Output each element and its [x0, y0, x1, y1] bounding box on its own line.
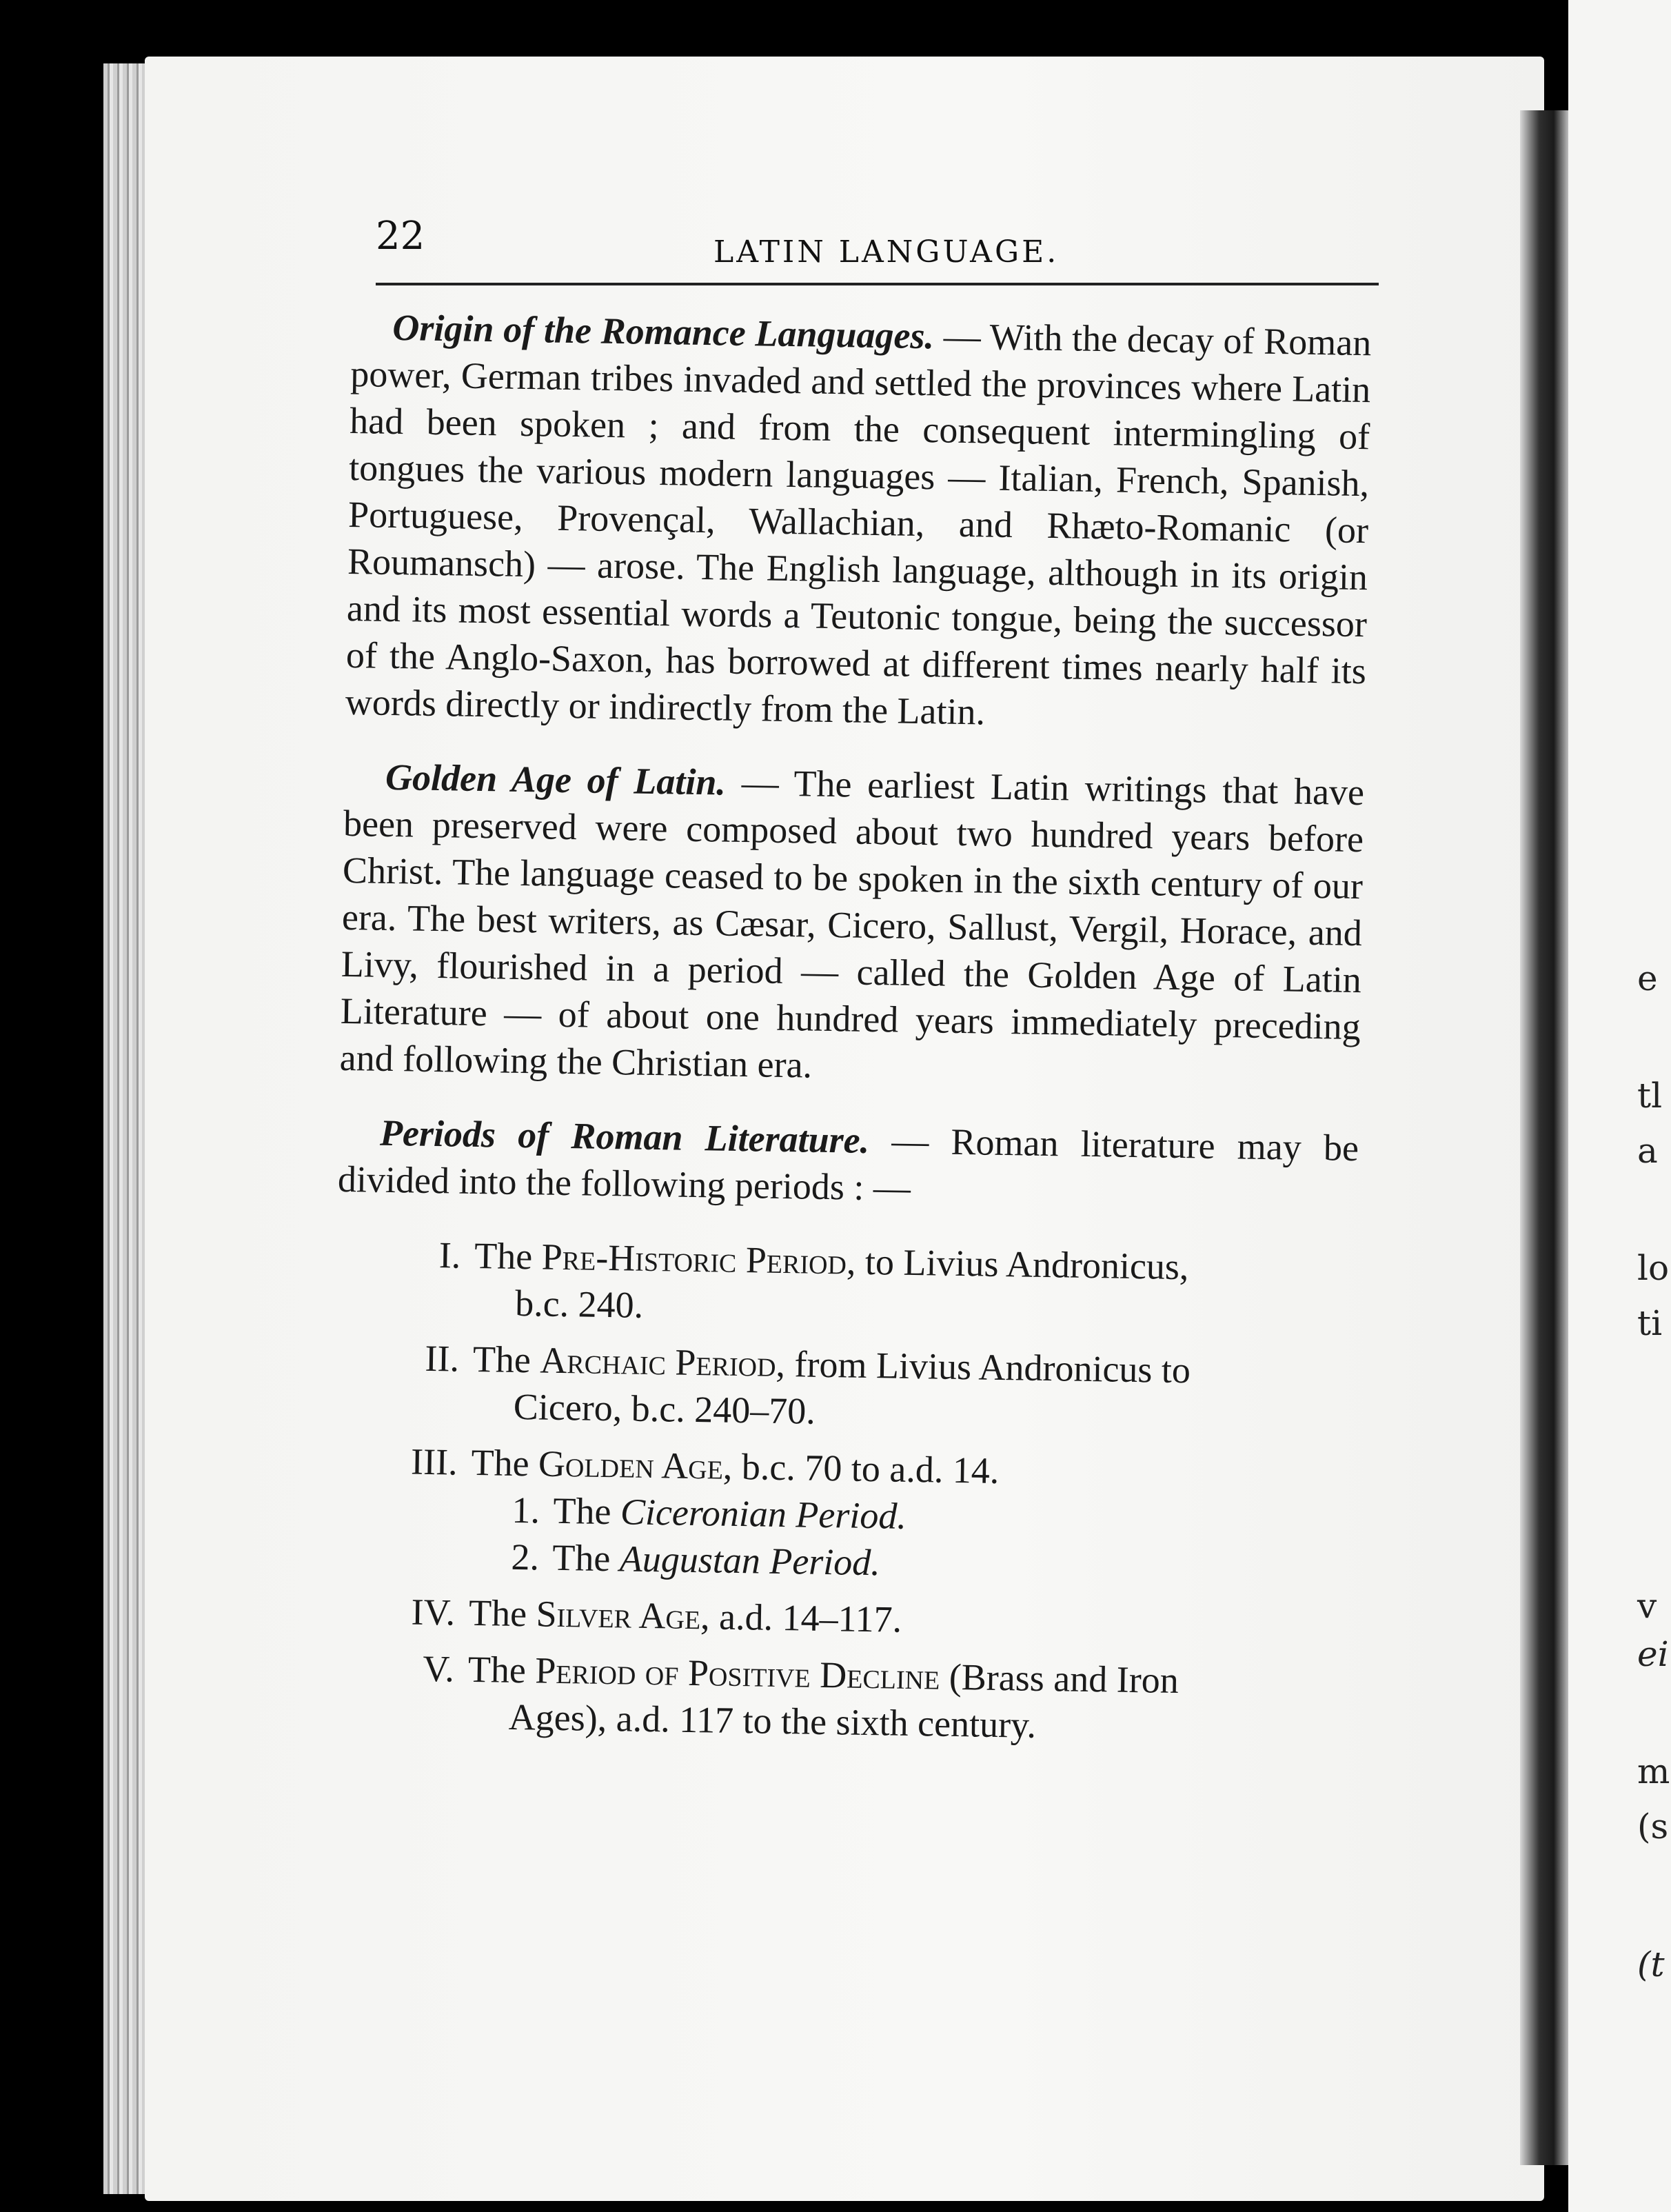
page-number: 22	[376, 214, 425, 259]
paragraph-origin	[345, 303, 1371, 741]
period-item	[332, 1437, 1354, 1593]
subperiod-number: 2.	[511, 1536, 540, 1578]
period-text: , a.d. 14–117.	[700, 1596, 902, 1640]
adjacent-fragment: e	[1637, 958, 1658, 998]
adjacent-fragment: ti	[1637, 1303, 1663, 1343]
adjacent-page	[1568, 0, 1671, 2212]
period-item	[334, 1334, 1355, 1443]
adjacent-fragment: tl	[1637, 1076, 1663, 1116]
paragraph-title: Periods of Roman Literature.	[379, 1112, 870, 1161]
period-text: The	[468, 1591, 537, 1635]
paragraph-text: — With the decay of Roman power, German tribes invaded and settled the provinces where Latin had been spoken ; and from the consequent intermingling of tongues the various modern languages — Italian, French, Spanish, Portuguese, Provençal, Wallachian, and Rhæto-Romanic (or Roumansch) — arose. The English language, although in its origin and its most essential words a Teutonic tongue, being the successor of the Anglo-Saxon, has borrowed at different times nearly half its words directly or indirectly from the Latin.	[345, 315, 1372, 733]
period-item	[336, 1230, 1357, 1340]
period-item	[331, 1587, 1352, 1650]
period-text: , b.c. 70 to a.d. 14.	[722, 1445, 1000, 1491]
paragraph-title: Origin of the Romance Languages.	[392, 306, 935, 357]
adjacent-fragment: a	[1637, 1131, 1658, 1171]
subperiod-number: 1.	[512, 1489, 540, 1531]
running-head: LATIN LANGUAGE.	[713, 234, 1060, 270]
gutter-shadow	[1520, 110, 1568, 2165]
header-rule	[376, 283, 1379, 285]
period-text: The	[467, 1648, 536, 1691]
adjacent-fragment: m	[1637, 1751, 1670, 1791]
subperiod-name: Ciceronian Period.	[620, 1491, 907, 1537]
paragraph-text: — Roman literature may be divided into the following periods : —	[337, 1120, 1359, 1209]
period-continuation: Cicero, b.c. 240–70.	[513, 1385, 816, 1432]
period-numeral: II.	[425, 1337, 460, 1380]
period-name: Period of Positive Decline	[534, 1649, 940, 1698]
period-text: The	[474, 1234, 543, 1278]
period-text: (Brass and Iron	[939, 1656, 1179, 1702]
period-name: Silver Age	[536, 1593, 701, 1638]
adjacent-fragment: v	[1637, 1586, 1657, 1626]
period-numeral: I.	[438, 1234, 461, 1276]
subperiod-text: The	[553, 1489, 621, 1533]
paragraph-text: — The earliest Latin writings that have been preserved were composed about two hundred years before Christ. The language ceased to be spoken in the sixth century of our era. The best writers, as Cæsar, Cicero, Sallust, Vergil, Horace, and Livy, flourished in a period — called the Golden Age of Latin Literature — of about one hundred years immediately preceding and following the Christian era.	[339, 761, 1365, 1086]
period-name: Archaic Period	[539, 1339, 777, 1385]
period-continuation: b.c. 240.	[514, 1282, 644, 1326]
adjacent-fragment: (s	[1637, 1807, 1669, 1847]
period-continuation: Ages), a.d. 117 to the sixth century.	[508, 1696, 1037, 1746]
periods-list	[329, 1230, 1357, 1753]
adjacent-fragment: ei	[1637, 1634, 1669, 1674]
paragraph-periods	[338, 1109, 1359, 1218]
adjacent-fragment: lo	[1637, 1248, 1670, 1288]
page-body	[329, 303, 1372, 1763]
period-text: The	[471, 1441, 539, 1485]
period-name: Golden Age	[538, 1442, 724, 1487]
period-text: The	[472, 1338, 540, 1381]
period-numeral: III.	[410, 1440, 458, 1483]
golden-age-subperiods	[469, 1486, 1353, 1593]
paragraph-title: Golden Age of Latin.	[385, 756, 727, 803]
period-name: Pre-Historic Period	[541, 1236, 847, 1283]
period-numeral: V.	[422, 1647, 455, 1690]
period-text: , from Livius Andronicus to	[776, 1343, 1191, 1391]
page-header	[376, 207, 1368, 290]
subperiod-text: The	[551, 1536, 620, 1580]
period-text: , to Livius Andronicus,	[846, 1240, 1189, 1288]
paragraph-golden-age	[339, 753, 1364, 1097]
adjacent-fragment: (t	[1637, 1944, 1665, 1984]
period-numeral: IV.	[411, 1591, 456, 1633]
period-item	[329, 1644, 1350, 1753]
subperiod-name: Augustan Period.	[619, 1538, 881, 1584]
